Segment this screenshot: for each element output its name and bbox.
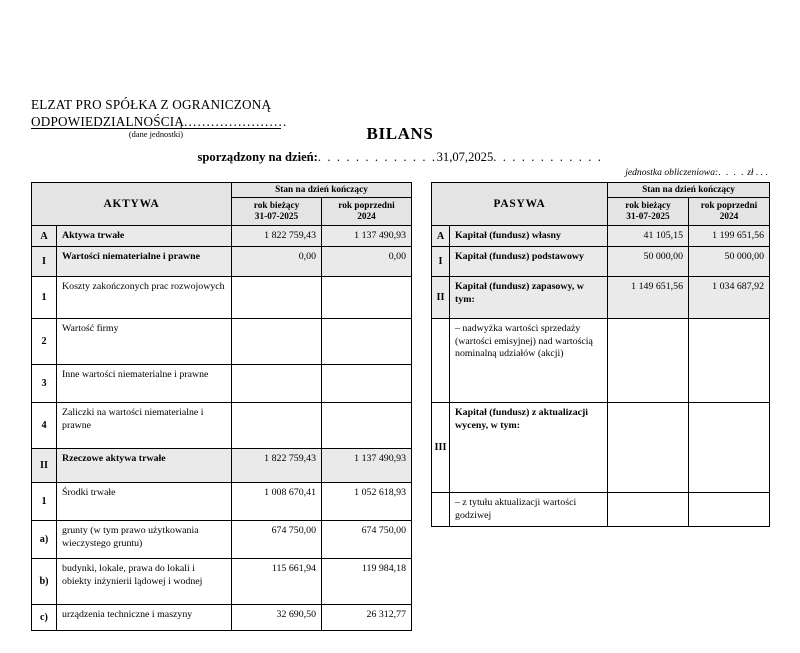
assets-row-previous-value[interactable]: 1 137 490,93 bbox=[322, 226, 412, 247]
assets-row-previous-value[interactable]: 0,00 bbox=[322, 247, 412, 277]
liabilities-row-previous-value[interactable] bbox=[689, 403, 770, 493]
liabilities-row-previous-value[interactable] bbox=[689, 319, 770, 403]
assets-row-current-value[interactable]: 32 690,50 bbox=[232, 605, 322, 631]
assets-row-previous-value[interactable] bbox=[322, 277, 412, 319]
liabilities-row-symbol: III bbox=[432, 403, 450, 493]
assets-row-symbol: I bbox=[32, 247, 57, 277]
assets-row-current-value[interactable] bbox=[232, 365, 322, 403]
assets-row-current-value[interactable] bbox=[232, 277, 322, 319]
liabilities-row-label: Kapitał (fundusz) z aktualizacji wyceny, w tym: bbox=[450, 403, 608, 493]
company-name-dots: ....................... bbox=[184, 114, 288, 129]
assets-row-current-value[interactable]: 1 008 670,41 bbox=[232, 483, 322, 521]
liabilities-row-symbol: A bbox=[432, 226, 450, 247]
liabilities-row-symbol bbox=[432, 493, 450, 527]
liabilities-row-previous-value[interactable]: 1 034 687,92 bbox=[689, 277, 770, 319]
liabilities-col-previous: rok poprzedni 2024 bbox=[689, 198, 770, 226]
liabilities-row-previous-value[interactable] bbox=[689, 493, 770, 527]
assets-row-symbol: a) bbox=[32, 521, 57, 559]
liabilities-table-container bbox=[431, 182, 769, 527]
liabilities-row-symbol: I bbox=[432, 247, 450, 277]
assets-row-label: Rzeczowe aktywa trwałe bbox=[57, 449, 232, 483]
assets-row-current-value[interactable]: 1 822 759,43 bbox=[232, 449, 322, 483]
liabilities-row-label: Kapitał (fundusz) własny bbox=[450, 226, 608, 247]
subtitle-dots-left: . . . . . . . . . . . . . bbox=[317, 150, 437, 164]
assets-row-label: Zaliczki na wartości niematerialne i prawne bbox=[57, 403, 232, 449]
table-row bbox=[432, 247, 770, 277]
liabilities-row-previous-value[interactable]: 1 199 651,56 bbox=[689, 226, 770, 247]
unit-note-suffix: zł . . . bbox=[747, 167, 768, 178]
table-row bbox=[432, 403, 770, 493]
unit-note bbox=[625, 167, 768, 178]
company-name: ELZAT PRO SPÓŁKA Z OGRANICZONĄ ODPOWIEDZIALNOŚCIĄ....................... bbox=[31, 97, 288, 129]
assets-col-current: rok bieżący 31-07-2025 bbox=[232, 198, 322, 226]
liabilities-row-label: Kapitał (fundusz) podstawowy bbox=[450, 247, 608, 277]
assets-row-label: Koszty zakończonych prac rozwojowych bbox=[57, 277, 232, 319]
assets-row-symbol: 3 bbox=[32, 365, 57, 403]
assets-table bbox=[31, 182, 412, 631]
assets-row-symbol: c) bbox=[32, 605, 57, 631]
assets-row-label: Wartość firmy bbox=[57, 319, 232, 365]
assets-row-current-value[interactable]: 115 661,94 bbox=[232, 559, 322, 605]
assets-row-current-value[interactable] bbox=[232, 319, 322, 365]
liabilities-row-current-value[interactable] bbox=[608, 403, 689, 493]
table-row bbox=[32, 247, 412, 277]
table-row bbox=[32, 226, 412, 247]
table-row bbox=[432, 319, 770, 403]
liabilities-row-current-value[interactable]: 41 105,15 bbox=[608, 226, 689, 247]
assets-row-current-value[interactable]: 674 750,00 bbox=[232, 521, 322, 559]
liabilities-row-previous-value[interactable]: 50 000,00 bbox=[689, 247, 770, 277]
subtitle-label: sporządzony na dzień: bbox=[197, 150, 318, 164]
subtitle-dots-right: . . . . . . . . . . . . bbox=[493, 150, 603, 164]
liabilities-row-label: – nadwyżka wartości sprzedaży (wartości emisyjnej) nad wartością nominalną udziałów (akcji) bbox=[450, 319, 608, 403]
assets-row-previous-value[interactable] bbox=[322, 403, 412, 449]
assets-row-current-value[interactable]: 0,00 bbox=[232, 247, 322, 277]
assets-row-symbol: A bbox=[32, 226, 57, 247]
assets-row-label: Środki trwałe bbox=[57, 483, 232, 521]
unit-note-dots: . . . . bbox=[718, 167, 745, 178]
table-row bbox=[432, 226, 770, 247]
company-subcaption: (dane jednostki) bbox=[31, 128, 281, 139]
liabilities-period-header: Stan na dzień kończący bbox=[608, 183, 770, 198]
subtitle-date: 31,07,2025 bbox=[436, 150, 494, 164]
assets-row-label: urządzenia techniczne i maszyny bbox=[57, 605, 232, 631]
assets-row-previous-value[interactable]: 1 137 490,93 bbox=[322, 449, 412, 483]
table-row bbox=[32, 403, 412, 449]
assets-row-previous-value[interactable]: 119 984,18 bbox=[322, 559, 412, 605]
table-row bbox=[32, 319, 412, 365]
assets-row-previous-value[interactable] bbox=[322, 319, 412, 365]
table-row bbox=[32, 483, 412, 521]
assets-row-previous-value[interactable]: 26 312,77 bbox=[322, 605, 412, 631]
liabilities-row-current-value[interactable] bbox=[608, 493, 689, 527]
liabilities-row-current-value[interactable]: 50 000,00 bbox=[608, 247, 689, 277]
assets-row-previous-value[interactable] bbox=[322, 365, 412, 403]
assets-row-current-value[interactable] bbox=[232, 403, 322, 449]
table-row bbox=[32, 521, 412, 559]
assets-row-label: Aktywa trwałe bbox=[57, 226, 232, 247]
assets-row-label: budynki, lokale, prawa do lokali i obiekty inżynierii lądowej i wodnej bbox=[57, 559, 232, 605]
assets-row-previous-value[interactable]: 1 052 618,93 bbox=[322, 483, 412, 521]
table-row bbox=[32, 449, 412, 483]
assets-title: AKTYWA bbox=[32, 183, 232, 226]
liabilities-row-current-value[interactable]: 1 149 651,56 bbox=[608, 277, 689, 319]
liabilities-row-label: – z tytułu aktualizacji wartości godziwej bbox=[450, 493, 608, 527]
table-row bbox=[32, 605, 412, 631]
assets-row-symbol: 1 bbox=[32, 483, 57, 521]
assets-row-previous-value[interactable]: 674 750,00 bbox=[322, 521, 412, 559]
liabilities-table bbox=[431, 182, 770, 527]
assets-table-container bbox=[31, 182, 411, 631]
assets-row-label: Inne wartości niematerialne i prawne bbox=[57, 365, 232, 403]
table-row bbox=[32, 559, 412, 605]
table-row bbox=[32, 277, 412, 319]
assets-col-previous: rok poprzedni 2024 bbox=[322, 198, 412, 226]
assets-row-symbol: b) bbox=[32, 559, 57, 605]
assets-row-symbol: 2 bbox=[32, 319, 57, 365]
liabilities-row-symbol: II bbox=[432, 277, 450, 319]
page-subtitle bbox=[0, 150, 800, 165]
assets-row-current-value[interactable]: 1 822 759,43 bbox=[232, 226, 322, 247]
liabilities-row-label: Kapitał (fundusz) zapasowy, w tym: bbox=[450, 277, 608, 319]
assets-row-label: Wartości niematerialne i prawne bbox=[57, 247, 232, 277]
assets-row-symbol: 4 bbox=[32, 403, 57, 449]
assets-row-symbol: 1 bbox=[32, 277, 57, 319]
liabilities-title: PASYWA bbox=[432, 183, 608, 226]
assets-period-header: Stan na dzień kończący bbox=[232, 183, 412, 198]
assets-row-symbol: II bbox=[32, 449, 57, 483]
liabilities-row-symbol bbox=[432, 319, 450, 403]
table-row bbox=[432, 493, 770, 527]
table-row bbox=[432, 277, 770, 319]
liabilities-row-current-value[interactable] bbox=[608, 319, 689, 403]
assets-row-label: grunty (w tym prawo użytkowania wieczystego gruntu) bbox=[57, 521, 232, 559]
page-title: BILANS bbox=[366, 124, 434, 143]
table-row bbox=[32, 365, 412, 403]
liabilities-col-current: rok bieżący 31-07-2025 bbox=[608, 198, 689, 226]
unit-note-label: jednostka obliczeniowa: bbox=[625, 167, 719, 178]
